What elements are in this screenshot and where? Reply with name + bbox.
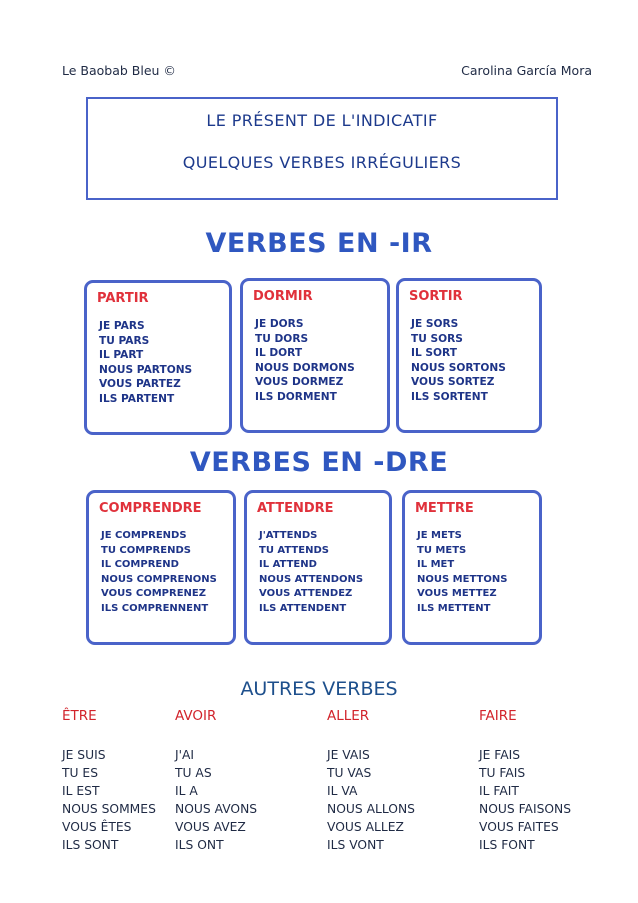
verb-column-aller bbox=[327, 708, 415, 854]
conjugation-form: VOUS ALLEZ bbox=[327, 820, 404, 834]
conjugation-list bbox=[327, 746, 415, 854]
conjugation-form: JE SUIS bbox=[62, 748, 106, 762]
conjugation-form: NOUS FAISONS bbox=[479, 802, 572, 816]
verb-card-dormir bbox=[240, 278, 390, 433]
verb-name: DORMIR bbox=[253, 289, 313, 304]
header-left: Le Baobab Bleu © bbox=[62, 63, 176, 78]
conjugation-form: IL FAIT bbox=[479, 784, 519, 798]
verb-name: ATTENDRE bbox=[257, 501, 334, 516]
conjugation-form: JE PARS bbox=[99, 320, 145, 332]
conjugation-form: NOUS SORTONS bbox=[411, 361, 506, 374]
conjugation-list bbox=[411, 317, 506, 404]
conjugation-form: IL A bbox=[175, 784, 198, 798]
conjugation-form: IL VA bbox=[327, 784, 358, 798]
conjugation-form: ILS COMPRENNENT bbox=[101, 602, 209, 614]
header-right: Carolina García Mora bbox=[461, 63, 592, 78]
verb-card-partir bbox=[84, 280, 232, 435]
conjugation-form: IL PART bbox=[99, 349, 144, 361]
verb-card-comprendre bbox=[86, 490, 236, 645]
conjugation-form: ILS VONT bbox=[327, 838, 384, 852]
conjugation-list bbox=[417, 529, 507, 616]
conjugation-form: TU DORS bbox=[255, 332, 309, 345]
conjugation-form: TU ES bbox=[62, 766, 98, 780]
conjugation-form: NOUS DORMONS bbox=[255, 361, 355, 374]
conjugation-form: JE SORS bbox=[411, 318, 459, 330]
verb-name: ALLER bbox=[327, 708, 370, 724]
conjugation-form: VOUS FAITES bbox=[479, 820, 559, 834]
verb-card-attendre bbox=[244, 490, 392, 645]
conjugation-form: VOUS ATTENDEZ bbox=[259, 588, 353, 599]
conjugation-form: NOUS METTONS bbox=[417, 573, 508, 585]
conjugation-form: IL DORT bbox=[255, 347, 303, 359]
conjugation-form: IL SORT bbox=[411, 347, 457, 359]
conjugation-list bbox=[99, 319, 192, 406]
conjugation-form: ILS ATTENDENT bbox=[259, 602, 347, 614]
conjugation-form: ILS SORTENT bbox=[411, 390, 488, 403]
conjugation-form: TU ATTENDS bbox=[259, 544, 329, 556]
conjugation-form: TU VAS bbox=[327, 766, 372, 780]
conjugation-form: ILS METTENT bbox=[417, 602, 491, 614]
conjugation-form: NOUS ATTENDONS bbox=[259, 573, 364, 585]
conjugation-form: ILS SONT bbox=[62, 838, 119, 852]
conjugation-form: J'AI bbox=[175, 748, 195, 762]
conjugation-form: IL COMPREND bbox=[101, 559, 179, 570]
conjugation-form: J'ATTENDS bbox=[259, 530, 318, 541]
verb-card-mettre bbox=[402, 490, 542, 645]
conjugation-form: ILS DORMENT bbox=[255, 390, 337, 403]
conjugation-list bbox=[101, 529, 217, 616]
conjugation-form: JE DORS bbox=[255, 318, 304, 330]
conjugation-form: NOUS PARTONS bbox=[99, 363, 193, 376]
verb-name: AVOIR bbox=[175, 708, 217, 724]
conjugation-form: NOUS SOMMES bbox=[62, 802, 156, 816]
conjugation-form: TU PARS bbox=[99, 334, 150, 347]
section-title-ir: VERBES EN -IR bbox=[205, 228, 433, 259]
conjugation-form: VOUS METTEZ bbox=[417, 588, 497, 599]
conjugation-list bbox=[259, 529, 363, 616]
verb-name: PARTIR bbox=[97, 291, 149, 306]
conjugation-form: TU METS bbox=[417, 544, 467, 556]
verb-column-etre bbox=[62, 708, 156, 854]
conjugation-form: TU COMPRENDS bbox=[101, 544, 191, 556]
conjugation-form: IL MET bbox=[417, 559, 455, 570]
verb-column-avoir bbox=[175, 708, 257, 854]
conjugation-form: VOUS PARTEZ bbox=[99, 378, 181, 390]
conjugation-form: VOUS SORTEZ bbox=[411, 376, 495, 388]
conjugation-form: TU FAIS bbox=[479, 766, 526, 780]
conjugation-form: VOUS COMPRENEZ bbox=[101, 588, 206, 599]
conjugation-form: TU AS bbox=[175, 766, 212, 780]
conjugation-list bbox=[175, 746, 257, 854]
verb-name: METTRE bbox=[415, 501, 474, 516]
conjugation-form: TU SORS bbox=[411, 332, 463, 345]
verb-name: FAIRE bbox=[479, 708, 517, 724]
conjugation-form: ILS ONT bbox=[175, 838, 224, 852]
page-title: LE PRÉSENT DE L'INDICATIF bbox=[206, 111, 438, 130]
conjugation-form: IL ATTEND bbox=[259, 559, 317, 570]
conjugation-form: NOUS COMPRENONS bbox=[101, 573, 217, 585]
page-subtitle: QUELQUES VERBES IRRÉGULIERS bbox=[182, 153, 462, 172]
section-title-dre: VERBES EN -DRE bbox=[189, 447, 449, 478]
verb-card-sortir bbox=[396, 278, 542, 433]
verb-name: ÊTRE bbox=[62, 708, 97, 724]
conjugation-form: NOUS ALLONS bbox=[327, 802, 415, 816]
verb-name: COMPRENDRE bbox=[99, 501, 202, 516]
conjugation-form: VOUS AVEZ bbox=[175, 820, 246, 834]
conjugation-form: VOUS ÊTES bbox=[62, 820, 132, 834]
verb-column-faire bbox=[479, 708, 571, 854]
conjugation-form: JE COMPRENDS bbox=[101, 530, 187, 541]
conjugation-list bbox=[255, 317, 355, 404]
conjugation-form: ILS PARTENT bbox=[99, 392, 175, 405]
title-box bbox=[86, 97, 558, 200]
conjugation-form: JE FAIS bbox=[479, 748, 521, 762]
autres-verbes-title: AUTRES VERBES bbox=[240, 678, 398, 700]
conjugation-list bbox=[62, 746, 156, 854]
conjugation-form: NOUS AVONS bbox=[175, 802, 258, 816]
verb-name: SORTIR bbox=[409, 289, 463, 304]
conjugation-form: IL EST bbox=[62, 784, 100, 798]
conjugation-form: VOUS DORMEZ bbox=[255, 376, 344, 388]
conjugation-list bbox=[479, 746, 571, 854]
conjugation-form: ILS FONT bbox=[479, 838, 535, 852]
conjugation-form: JE METS bbox=[417, 530, 462, 541]
conjugation-form: JE VAIS bbox=[327, 748, 370, 762]
